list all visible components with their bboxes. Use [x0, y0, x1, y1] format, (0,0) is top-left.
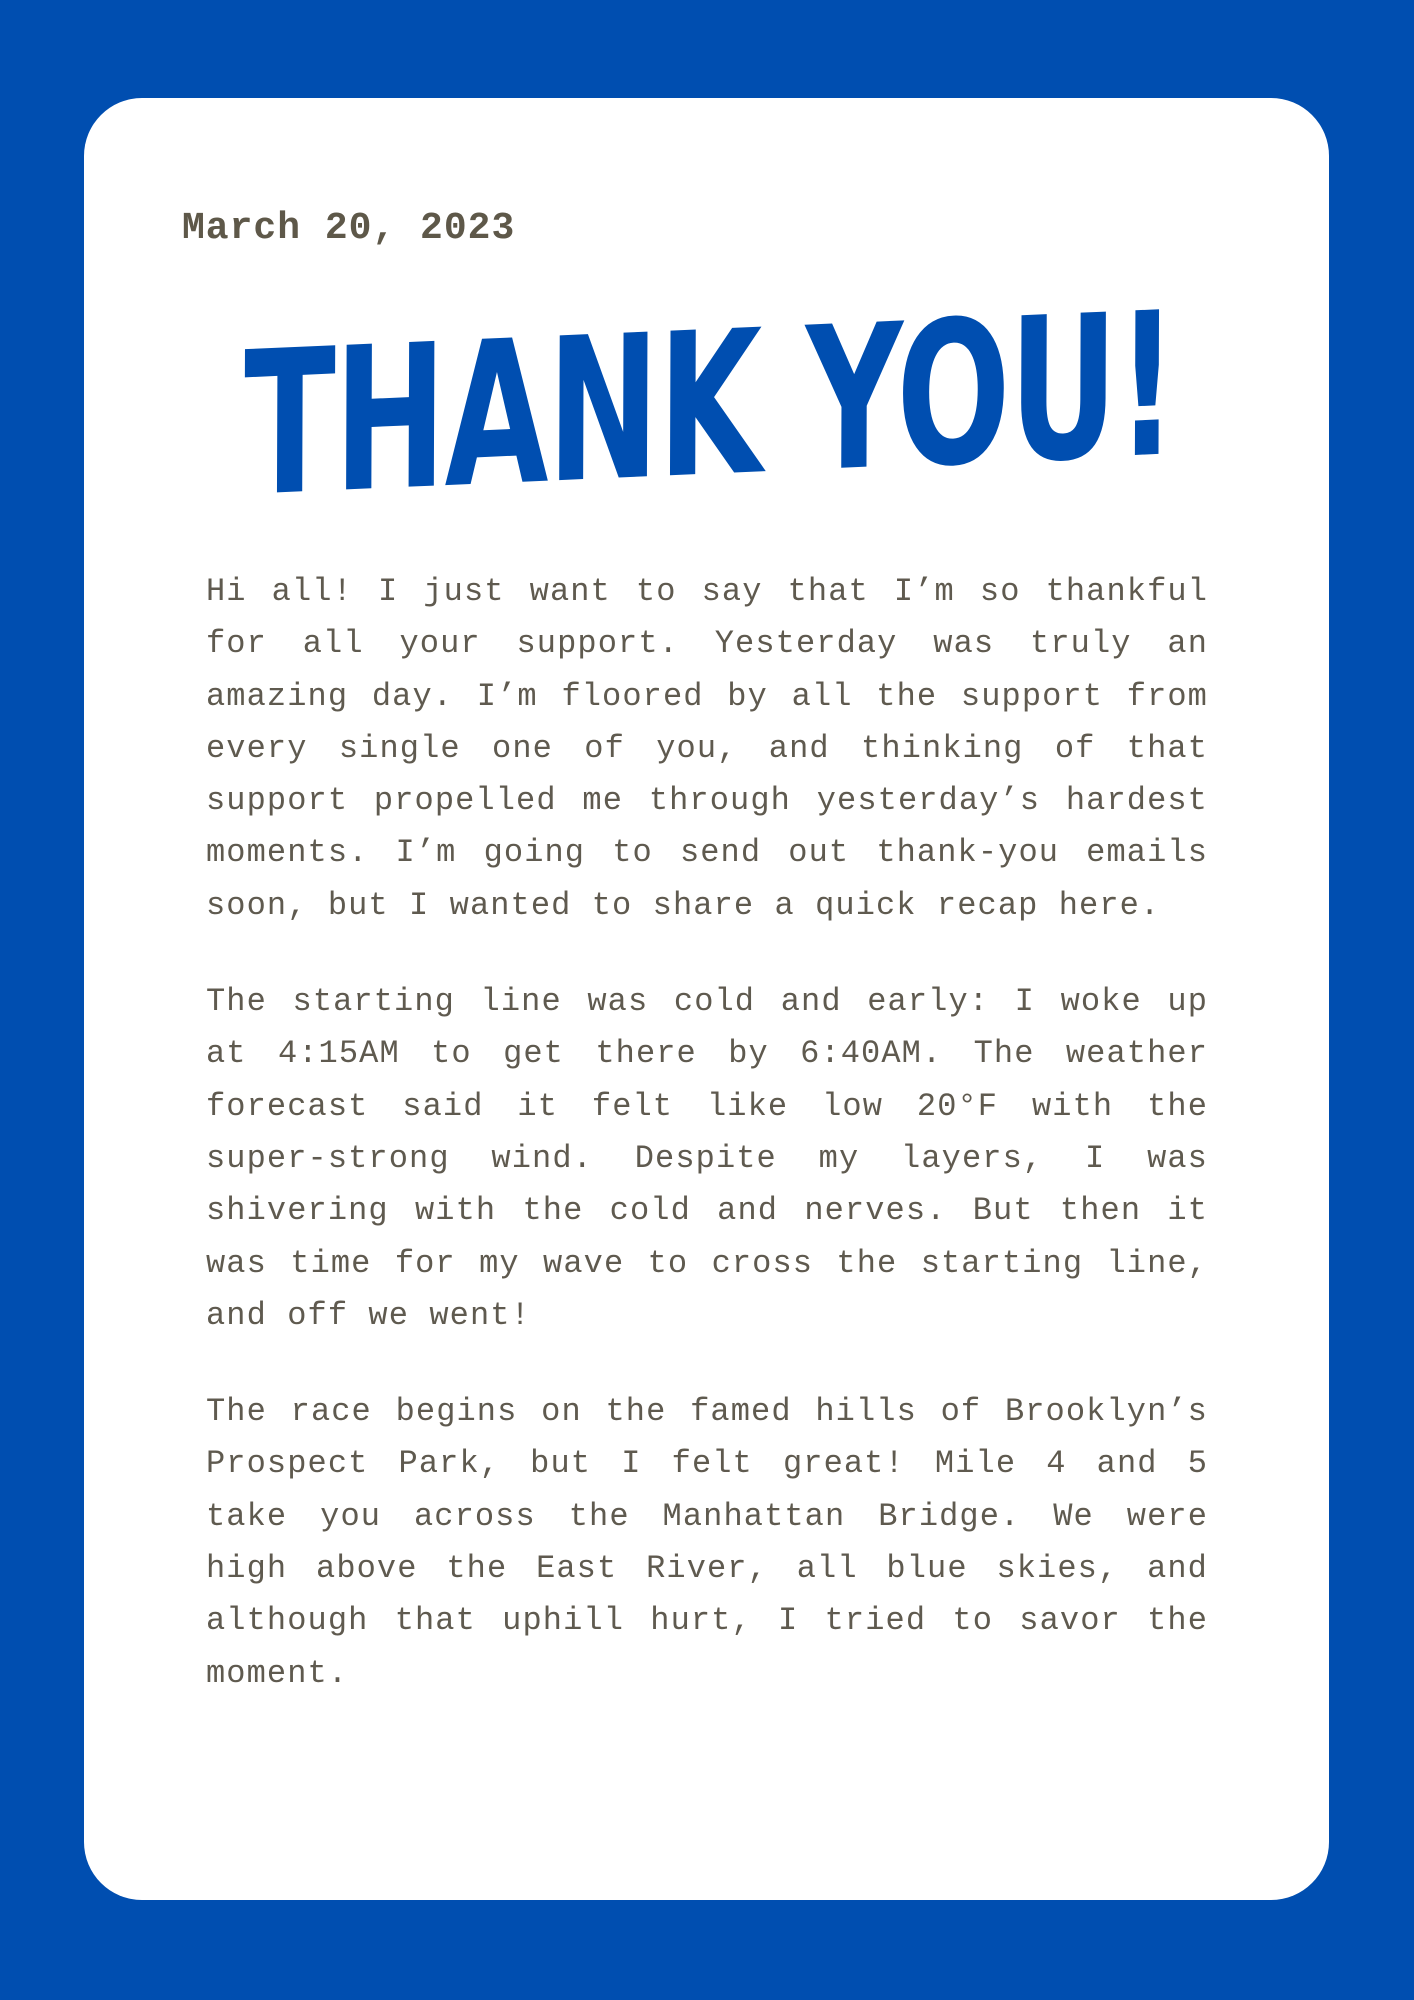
thank-you-headline	[235, 250, 1186, 561]
letter-body	[206, 566, 1208, 1700]
body-paragraph-2: The starting line was cold and early: I woke up at 4:15AM to get there by 6:40AM. The weather forecast said it felt like low 20°F with the super-strong wind. Despite my layers, I was shivering with the cold and nerves. But then it was time for my wave to cross the starting line, and off we went!	[206, 983, 1208, 1334]
letter-date: March 20, 2023	[182, 207, 516, 250]
body-paragraph-1: Hi all! I just want to say that I’m so thankful for all your support. Yesterday was truly an amazing day. I’m floored by all the support from every single one of you, and thinking of that support propelled me through yesterday’s hardest moments. I’m going to send out thank-you emails soon, but I wanted to share a quick recap here.	[206, 573, 1208, 924]
headline-text: THANK YOU!	[243, 268, 1177, 542]
body-paragraph-3: The race begins on the famed hills of Brooklyn’s Prospect Park, but I felt great! Mile 4 and 5 take you across the Manhattan Bridge. We were high above the East River, all blue skies, and although that uphill hurt, I tried to savor the moment.	[206, 1393, 1208, 1692]
